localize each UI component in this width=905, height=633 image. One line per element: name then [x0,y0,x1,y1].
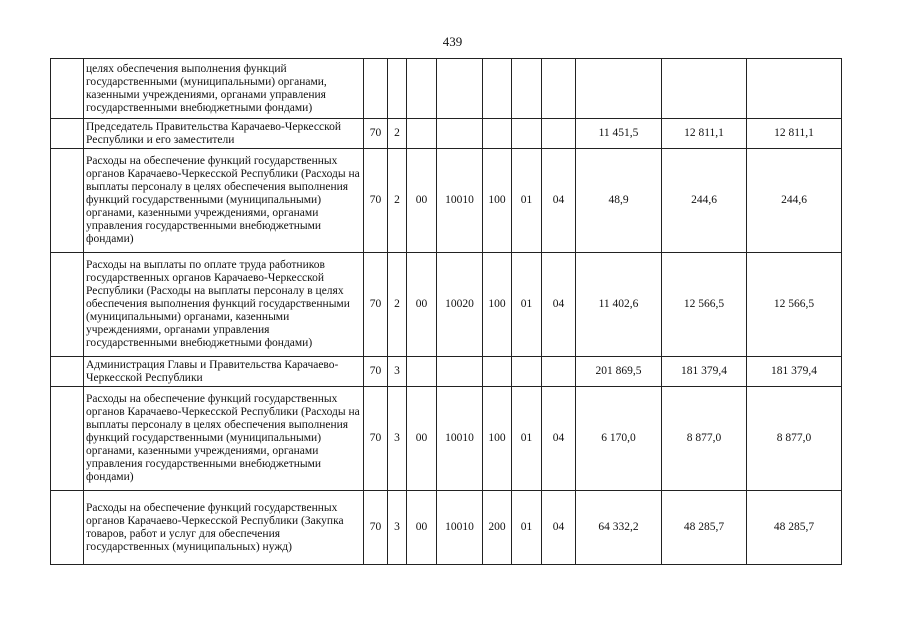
code-cell [512,119,542,149]
code-cell [542,119,576,149]
description-cell: Расходы на обеспечение функций государственных органов Карачаево-Черкесской Республики (Расходы на выплаты персоналу в целях обеспечения выполнения функций государственными (муниципальными) органами, казенными учреждениями, органами управления государственными внебюджетными фондами) [84,149,364,253]
code-cell: 2 [388,119,407,149]
table-row [51,387,842,491]
code-cell: 04 [542,491,576,565]
code-cell: 04 [542,253,576,357]
code-cell: 01 [512,149,542,253]
amount-cell: 8 877,0 [747,387,842,491]
description-cell: Расходы на обеспечение функций государственных органов Карачаево-Черкесской Республики (Закупка товаров, работ и услуг для обеспечения государственных (муниципальных) нужд) [84,491,364,565]
description-cell: Расходы на выплаты по оплате труда работников государственных органов Карачаево-Черкесской Республики (Расходы на выплаты персоналу в целях обеспечения выполнения функций государственными (муниципальными) органами, казенными учреждениями, органами управления государственными внебюджетными фондами) [84,253,364,357]
table-row [51,357,842,387]
description-cell: целях обеспечения выполнения функций государственными (муниципальными) органами, казенными учреждениями, органами управления государственными внебюджетными фондами) [84,59,364,119]
code-cell: 70 [364,253,388,357]
amount-cell: 244,6 [662,149,747,253]
code-cell: 100 [483,387,512,491]
amount-cell [576,59,662,119]
code-cell: 2 [388,253,407,357]
code-cell: 2 [388,149,407,253]
amount-cell: 64 332,2 [576,491,662,565]
page-number: 439 [442,34,463,49]
code-cell: 3 [388,491,407,565]
code-cell: 04 [542,149,576,253]
code-cell [512,59,542,119]
code-cell: 70 [364,387,388,491]
code-cell: 00 [407,149,437,253]
table-row [51,149,842,253]
table-row [51,253,842,357]
code-cell: 00 [407,253,437,357]
amount-cell: 181 379,4 [662,357,747,387]
amount-cell: 181 379,4 [747,357,842,387]
table-row [51,59,842,119]
code-cell [437,59,483,119]
code-cell: 01 [512,387,542,491]
code-cell [483,357,512,387]
amount-cell: 48 285,7 [747,491,842,565]
code-cell [407,119,437,149]
code-cell: 3 [388,357,407,387]
row-index-cell [51,253,84,357]
code-cell: 10010 [437,491,483,565]
budget-table [50,58,842,565]
row-index-cell [51,59,84,119]
row-index-cell [51,357,84,387]
code-cell: 3 [388,387,407,491]
amount-cell: 201 869,5 [576,357,662,387]
code-cell: 01 [512,253,542,357]
row-index-cell [51,149,84,253]
code-cell [483,59,512,119]
code-cell: 10020 [437,253,483,357]
code-cell: 00 [407,491,437,565]
code-cell [483,119,512,149]
code-cell [388,59,407,119]
amount-cell: 12 566,5 [662,253,747,357]
code-cell [542,59,576,119]
code-cell: 70 [364,357,388,387]
code-cell: 01 [512,491,542,565]
code-cell: 70 [364,119,388,149]
amount-cell: 11 402,6 [576,253,662,357]
code-cell [437,357,483,387]
amount-cell: 12 811,1 [662,119,747,149]
row-index-cell [51,387,84,491]
code-cell [542,357,576,387]
amount-cell: 12 811,1 [747,119,842,149]
description-cell: Председатель Правительства Карачаево-Черкесской Республики и его заместители [84,119,364,149]
amount-cell [747,59,842,119]
table-row [51,119,842,149]
code-cell: 100 [483,253,512,357]
code-cell: 10010 [437,387,483,491]
amount-cell: 8 877,0 [662,387,747,491]
code-cell: 04 [542,387,576,491]
code-cell [437,119,483,149]
row-index-cell [51,119,84,149]
description-cell: Расходы на обеспечение функций государственных органов Карачаево-Черкесской Республики (Расходы на выплаты персоналу в целях обеспечения выполнения функций государственными (муниципальными) органами, казенными учреждениями, органами управления государственными внебюджетными фондами) [84,387,364,491]
code-cell: 00 [407,387,437,491]
table-row [51,491,842,565]
code-cell: 70 [364,149,388,253]
code-cell: 10010 [437,149,483,253]
code-cell [364,59,388,119]
amount-cell: 48 285,7 [662,491,747,565]
code-cell [407,59,437,119]
amount-cell: 12 566,5 [747,253,842,357]
code-cell: 100 [483,149,512,253]
amount-cell: 48,9 [576,149,662,253]
code-cell: 70 [364,491,388,565]
amount-cell: 244,6 [747,149,842,253]
amount-cell: 11 451,5 [576,119,662,149]
code-cell [407,357,437,387]
code-cell [512,357,542,387]
code-cell: 200 [483,491,512,565]
amount-cell: 6 170,0 [576,387,662,491]
row-index-cell [51,491,84,565]
amount-cell [662,59,747,119]
description-cell: Администрация Главы и Правительства Карачаево-Черкесской Республики [84,357,364,387]
